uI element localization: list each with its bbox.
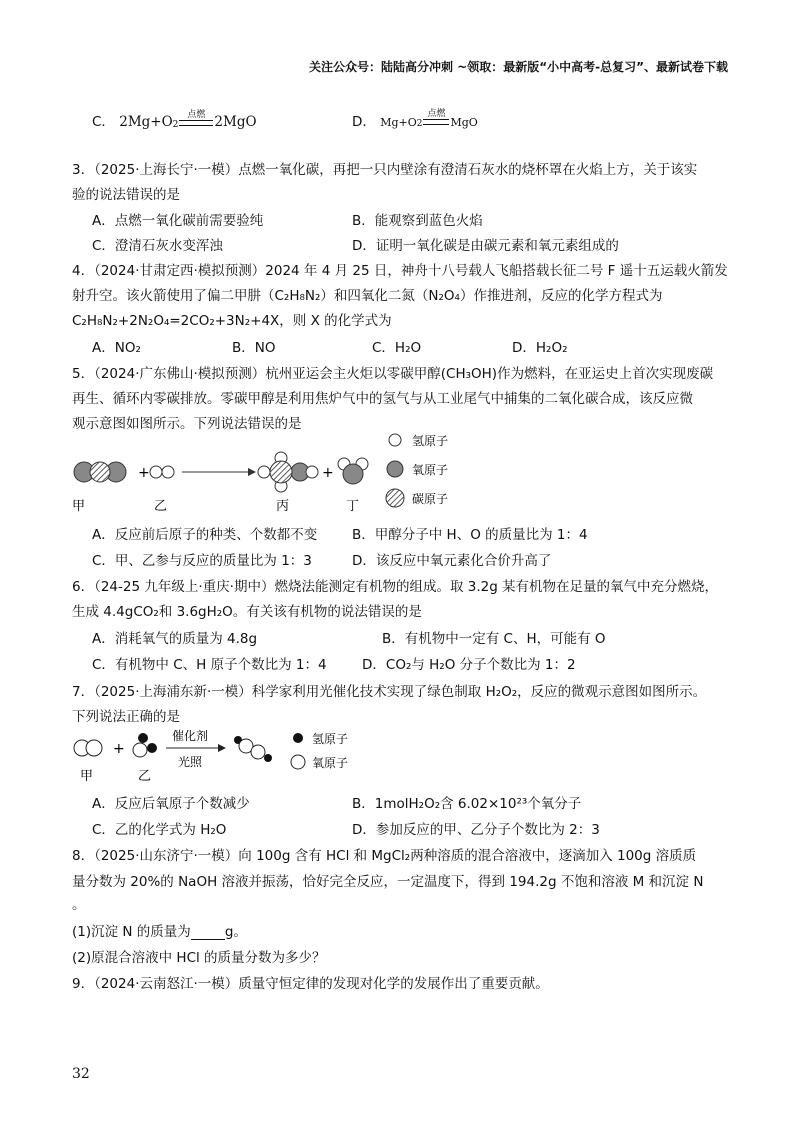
q5-stem-2: 再生、循环内零碳排放。零碳甲醇是利用焦炉气中的氢气与从工业尾气中捕集的二氧化碳合成，该反应微: [72, 391, 693, 407]
prev-option-d: [352, 110, 478, 130]
q6-option-a: A．消耗氧气的质量为 4.8g: [92, 631, 258, 647]
q5-stem-1: 5．（2024·广东佛山·模拟预测）杭州亚运会主火炬以零碳甲醇(CH₃OH)作为燃料，在亚运史上首次实现废碳: [72, 366, 714, 382]
condition-catalyst: 催化剂: [172, 729, 209, 743]
q5-reaction-diagram: [72, 432, 502, 520]
condition-light: 光照: [178, 755, 203, 769]
q7-option-a: A．反应后氧原子个数减少: [92, 796, 250, 812]
legend-hydrogen-label: 氢原子: [412, 434, 449, 448]
legend-oxygen-icon: [387, 461, 403, 477]
label-jia: 甲: [72, 499, 86, 514]
plus-sign: +: [138, 465, 150, 481]
label-jia: 甲: [80, 769, 94, 784]
option-label: C．: [92, 114, 115, 130]
page-number: 32: [72, 1066, 90, 1082]
molecule-yi-h2o: [133, 733, 157, 757]
answer-blank[interactable]: [191, 925, 225, 940]
molecule-ding-h2o: [338, 458, 368, 484]
plus-sign: +: [322, 465, 334, 481]
option-label: D．: [352, 114, 376, 130]
q5-stem-3: 观示意图如图所示。下列说法错误的是: [72, 416, 302, 432]
q6-stem-1: 6．（24-25 九年级上·重庆·期中）燃烧法能测定有机物的组成。取 3.2g 某有机物在足量的氧气中充分燃烧，: [72, 579, 719, 595]
q8-stem-3: 。: [72, 897, 86, 913]
molecule-bing-ch3oh: [258, 452, 318, 492]
q3-stem-1: 3．（2025·上海长宁·一模）点燃一氧化碳，再把一只内壁涂有澄清石灰水的烧杯罩在火焰上方，关于该实: [72, 162, 698, 178]
q4-option-d: D．H₂O₂: [512, 340, 568, 356]
q4-option-a: A．NO₂: [92, 340, 141, 356]
q8-subquestion-2: (2)原混合溶液中 HCl 的质量分数为多少？: [72, 950, 326, 966]
q3-option-b: B．能观察到蓝色火焰: [352, 213, 483, 229]
prev-option-c: [92, 110, 257, 130]
legend-oxygen-label: 氧原子: [412, 463, 449, 477]
legend-oxygen-icon: [291, 755, 305, 769]
molecule-h2o2: [234, 736, 272, 762]
q7-stem-2: 下列说法正确的是: [72, 709, 180, 725]
q6-option-b: B．有机物中一定有 C、H，可能有 O: [382, 631, 606, 647]
q3-option-d: D．证明一氧化碳是由碳元素和氧元素组成的: [352, 238, 619, 254]
molecule-jia-o2: [74, 740, 102, 756]
q7-stem-1: 7．（2025·上海浦东新·一模）科学家利用光催化技术实现了绿色制取 H₂O₂，反应的微观示意图如图所示。: [72, 684, 707, 700]
equation-d: Mg+O 2 点燃 MgO: [380, 109, 478, 129]
legend-oxygen-label: 氧原子: [312, 756, 349, 770]
q6-stem-2: 生成 4.4gCO₂和 3.6gH₂O。有关该有机物的说法错误的是: [72, 604, 422, 620]
q9-stem-1: 9．（2024·云南怒江·一模）质量守恒定律的发现对化学的发展作出了重要贡献。: [72, 976, 549, 992]
q8-stem-1: 8．（2025·山东济宁·一模）向 100g 含有 HCl 和 MgCl₂两种溶质的混合溶液中，逐滴加入 100g 溶质质: [72, 848, 697, 864]
q5-option-c: C．甲、乙参与反应的质量比为 1：3: [92, 553, 312, 569]
q7-option-b: B．1molH₂O₂含 6.02×10²³个氧分子: [352, 796, 582, 812]
plus-sign: +: [113, 741, 125, 757]
q4-stem-1: 4．（2024·甘肃定西·模拟预测）2024 年 4 月 25 日，神舟十八号载人飞船搭载长征二号 F 遥十五运载火箭发: [72, 263, 728, 279]
label-yi: 乙: [154, 499, 168, 514]
q3-option-c: C．澄清石灰水变浑浊: [92, 238, 223, 254]
q3-stem-2: 验的说法错误的是: [72, 187, 180, 203]
label-yi: 乙: [138, 769, 152, 784]
molecule-yi-h2: [150, 466, 174, 478]
molecule-jia-co2: [74, 462, 126, 482]
page-header: 关注公众号：陆陆高分冲刺 ~领取：最新版“小中高考-总复习”、最新试卷下载: [309, 60, 728, 74]
q5-option-b: B．甲醇分子中 H、O 的质量比为 1：4: [352, 527, 588, 543]
q7-option-c: C．乙的化学式为 H₂O: [92, 822, 227, 838]
q7-reaction-diagram: [72, 726, 402, 784]
q6-option-c: C．有机物中 C、H 原子个数比为 1：4: [92, 657, 327, 673]
q7-option-d: D．参加反应的甲、乙分子个数比为 2：3: [352, 822, 600, 838]
legend-carbon-label: 碳原子: [412, 492, 449, 506]
label-bing: 丙: [276, 499, 290, 514]
q4-stem-3: C₂H₈N₂+2N₂O₄=2CO₂+3N₂+4X，则 X 的化学式为: [72, 313, 392, 329]
q3-option-a: A．点燃一氧化碳前需要验纯: [92, 213, 264, 229]
q8-stem-2: 量分数为 20%的 NaOH 溶液并振荡，恰好完全反应，一定温度下，得到 194.2g 不饱和溶液 M 和沉淀 N: [72, 874, 704, 890]
legend-hydrogen-icon: [293, 733, 303, 743]
q5-option-a: A．反应前后原子的种类、个数都不变: [92, 527, 318, 543]
q4-option-c: C．H₂O: [372, 340, 422, 356]
legend-carbon-icon: [386, 489, 404, 507]
q6-option-d: D．CO₂与 H₂O 分子个数比为 1：2: [362, 657, 576, 673]
legend-hydrogen-label: 氢原子: [312, 732, 349, 746]
equation-c: 2Mg+O $_2$ 点燃 2MgO: [119, 110, 257, 130]
legend-hydrogen-icon: [389, 434, 401, 446]
q8-subquestion-1: (1)沉淀 N 的质量为 g。: [72, 924, 247, 940]
q5-option-d: D．该反应中氧元素化合价升高了: [352, 553, 552, 569]
q4-option-b: B．NO: [232, 340, 276, 356]
label-ding: 丁: [346, 499, 360, 514]
q4-stem-2: 射升空。该火箭使用了偏二甲肼（C₂H₈N₂）和四氧化二氮（N₂O₄）作推进剂，反应的化学方程式为: [72, 288, 663, 304]
